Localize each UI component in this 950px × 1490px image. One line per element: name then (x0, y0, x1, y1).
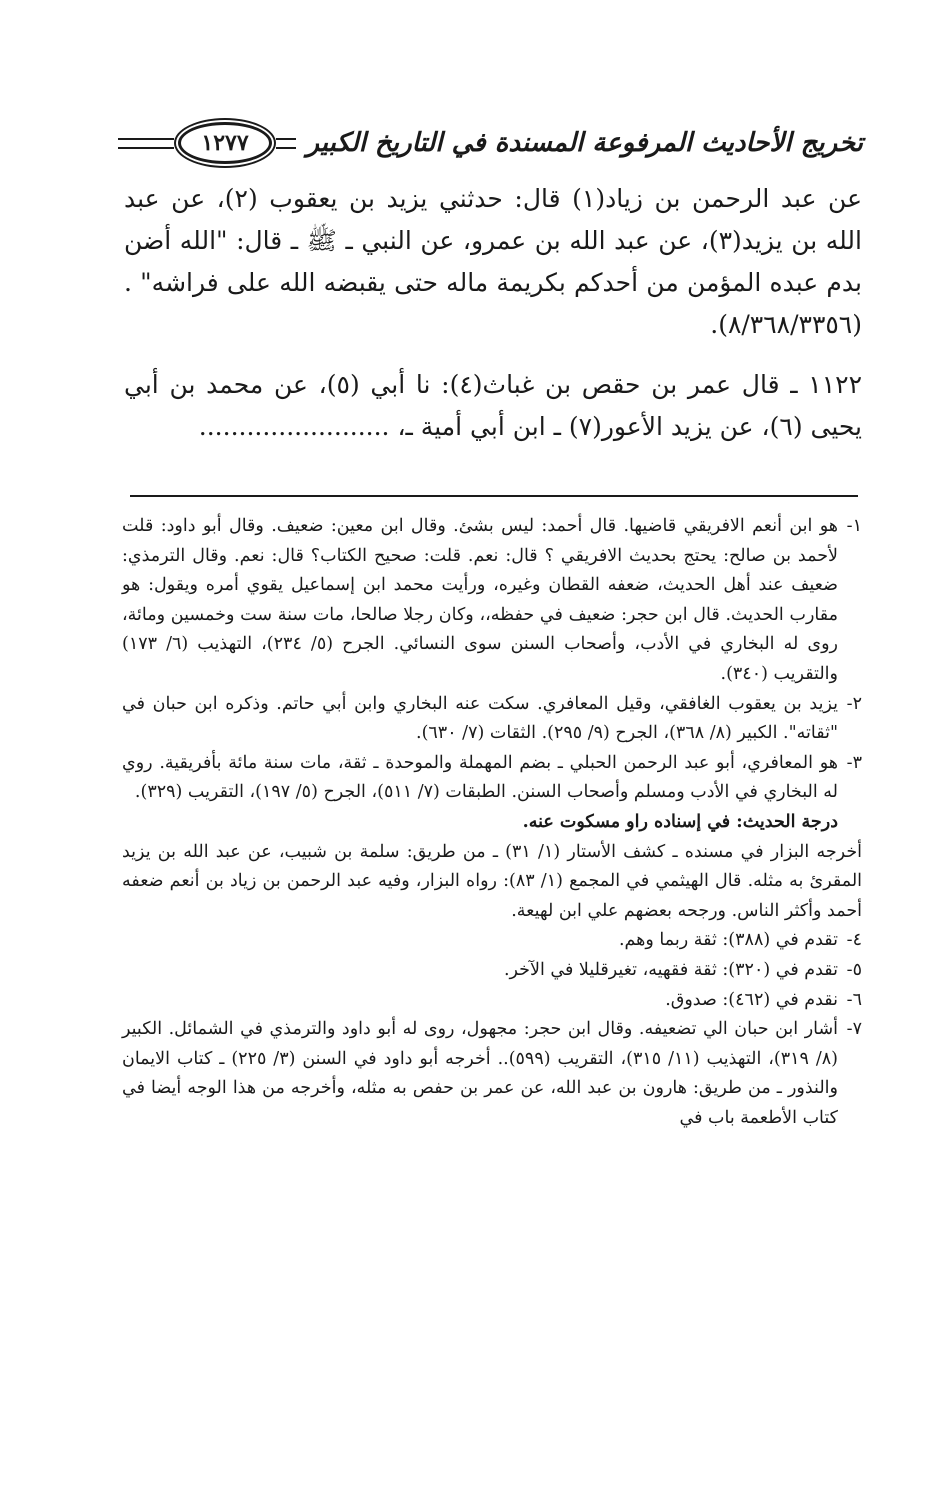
footnote-number: ٢- (846, 693, 862, 714)
footnote-text: نقدم في (٤٦٢): صدوق. (665, 989, 838, 1010)
footnote-number: ٥- (846, 959, 862, 980)
footnote-2 (122, 690, 862, 749)
hadith-1122-text: ١١٢٢ ـ قال عمر بن حقص بن غباث(٤): نا أبي (٥)، عن محمد بن أبي يحيى (٦)، عن يزيد الأعور(٧) ـ ابن أبي أمية ـ، ........................ (124, 370, 863, 441)
footnote-1 (122, 512, 862, 690)
hadith-1121-text: عن عبد الرحمن بن زياد(١) قال: حدثني يزيد بن يعقوب (٢)، عن عبد الله بن يزيد(٣)، عن عبد الله بن عمرو، عن النبي ـ ﷺ ـ قال: "الله أضن بدم عبده المؤمن من أحدكم بكريمة ماله حتى يقبضه الله على فراشه" . (٨/٣٦٨/٣٣٥٦). (124, 184, 863, 339)
footnote-number: ٧- (846, 1019, 862, 1040)
footnote-6 (122, 986, 862, 1016)
footnote-number: ١- (846, 516, 862, 536)
footnote-text: أشار ابن حبان الي تضعيفه. وقال ابن حجر: مجهول، روى له أبو داود والترمذي في الشمائل. الكبير (٨/ ٣١٩)، التهذيب (١١/ ٣١٥)، التقريب (٥٩٩).. أخرجه أبو داود في السنن (٣/ ٢٢٥) ـ كتاب الايمان والنذور ـ من طريق: هارون بن عبد الله، عن عمر بن حفص به مثله، وأخرجه من هذا الوجه أيضا في كتاب الأطعمة باب في (122, 1019, 838, 1128)
footnote-3 (122, 749, 862, 808)
footnote-text: هو المعافري، أبو عبد الرحمن الحبلي ـ بضم المهملة والموحدة ـ ثقة، مات سنة مائة بأفريقية. روي له البخاري في الأدب ومسلم وأصحاب السنن. الطبقات (٧/ ٥١١)، الجرح (٥/ ١٩٧)، التقريب (٣٢٩). (122, 752, 838, 803)
footnote-5 (122, 956, 862, 986)
page-number: ١٢٧٧ (178, 122, 272, 164)
footnote-number: ٤- (846, 930, 862, 951)
header-rule (276, 138, 296, 149)
footnotes (122, 512, 862, 1133)
page-header (118, 118, 863, 168)
header-rule-end (118, 138, 174, 149)
footnote-4 (122, 926, 862, 956)
footnote-divider (130, 495, 858, 497)
main-text (124, 178, 862, 448)
footnote-text: تقدم في (٣٢٠): ثقة فقهيه، تغيرقليلا في الآخر. (503, 959, 838, 980)
footnote-text: هو ابن أنعم الافريقي قاضيها. قال أحمد: ليس بشئ. وقال ابن معين: ضعيف. وقال أبو داود: قلت لأحمد بن صالح: يحتج بحديث الافريقي ؟ قال: نعم. قلت: صحيح الكتاب؟ قال: نعم. وقال الترمذي: ضعيف عند أهل الحديث، ضعفه القطان وغيره، ورأيت محمد ابن إسماعيل يقوي أمره ويقول: هو مقارب الحديث. قال ابن حجر: ضعيف في حفظه،، وكان رجلا صالحا، مات سنة ست وخمسين ومائة، روى له البخاري في الأدب، وأصحاب السنن سوى النسائي. الجرح (٥/ ٢٣٤)، التهذيب (٦/ ١٧٣) والتقريب (٣٤٠). (122, 516, 838, 684)
takhrij-text: أخرجه البزار في مسنده ـ كشف الأستار (١/ ٣١) ـ من طريق: سلمة بن شبيب، عن عبد الله بن يزيد المقرئ به مثله. قال الهيثمي في المجمع (١/ ٨٣): رواه البزار، وفيه عبد الرحمن بن زياد بن أنعم ضعفه أحمد وأكثر الناس. ورجحه بعضهم علي ابن لهيعة. (122, 841, 863, 921)
hadith-grade: درجة الحديث: في إسناده راو مسكوت عنه. (522, 811, 838, 832)
running-title: تخريج الأحاديث المرفوعة المسندة في التاريخ الكبير (306, 128, 863, 158)
footnote-text: تقدم في (٣٨٨): ثقة ربما وهم. (618, 930, 838, 951)
footnote-number: ٣- (846, 752, 862, 773)
footnote-number: ٦- (846, 989, 862, 1010)
footnote-7 (122, 1015, 862, 1133)
footnote-text: يزيد بن يعقوب الغافقي، وقيل المعافري. سكت عنه البخاري وابن أبي حاتم. وذكره ابن حبان في "ثقاته". الكبير (٨/ ٣٦٨)، الجرح (٩/ ٢٩٥). الثقات (٧/ ٦٣٠). (122, 693, 838, 744)
